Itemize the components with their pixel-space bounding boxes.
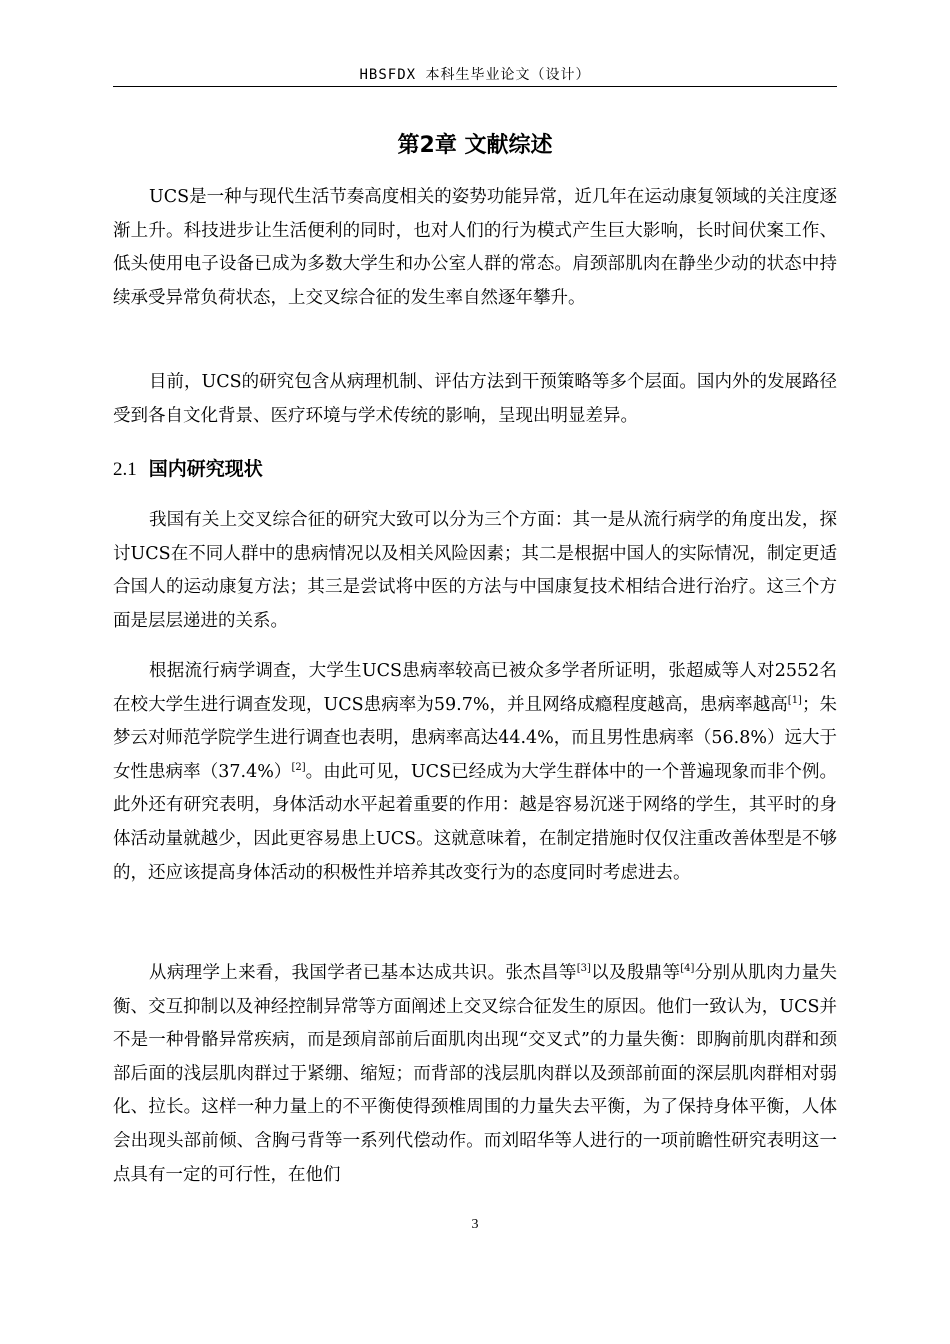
running-header: HBSFDX 本科生毕业论文（设计） — [359, 67, 591, 83]
section-title: 国内研究现状 — [148, 458, 263, 480]
header-rule — [113, 86, 837, 87]
citation-ref[interactable]: [1] — [787, 694, 802, 706]
chapter-title: 第2章 文献综述 — [397, 133, 553, 158]
section-number: 2.1 — [113, 459, 137, 480]
paragraph-text: 从病理学上来看，我国学者已基本达成共识。张杰昌等 — [149, 963, 577, 983]
intro-paragraph-1: UCS是一种与现代生活节奏高度相关的姿势功能异常，近几年在运动康复领域的关注度逐渐上升。科技进步让生活便利的同时，也对人们的行为模式产生巨大影响，长时间伏案工作、低头使用电子设备已成为多数大学生和办公室人群的常态。肩颈部肌肉在静坐少动的状态中持续承受异常负荷状态，上交叉综合征的发生率自然逐年攀升。 — [113, 187, 837, 308]
page-number: 3 — [471, 1217, 479, 1232]
paragraph-text: 。由此可见，UCS已经成为大学生群体中的一个普遍现象而非个例。此外还有研究表明，身体活动水平起着重要的作用：越是容易沉迷于网络的学生，其平时的身体活动量就越少，因此更容易患上UCS。这就意味着，在制定措施时仅仅注重改善体型是不够的，还应该提高身体活动的积极性并培养其改变行为的态度同时考虑进去。 — [113, 761, 838, 883]
paragraph-text: 以及殷鼎等 — [590, 963, 681, 983]
section-paragraph-2 — [113, 655, 837, 890]
citation-ref[interactable]: [4] — [680, 963, 695, 975]
paragraph-text: 根据流行病学调查，大学生UCS患病率较高已被众多学者所证明，张超威等人对2552名在校大学生进行调查发现，UCS患病率为59.7%，并且网络成瘾程度越高，患病率越高 — [113, 661, 837, 715]
section-paragraph-3 — [113, 957, 837, 1192]
intro-paragraph-2: 目前，UCS的研究包含从病理机制、评估方法到干预策略等多个层面。国内外的发展路径受到各自文化背景、医疗环境与学术传统的影响，呈现出明显差异。 — [113, 372, 837, 426]
section-paragraph-1: 我国有关上交叉综合征的研究大致可以分为三个方面：其一是从流行病学的角度出发，探讨UCS在不同人群中的患病情况以及相关风险因素；其二是根据中国人的实际情况，制定更适合国人的运动康复方法；其三是尝试将中医的方法与中国康复技术相结合进行治疗。这三个方面是层层递进的关系。 — [113, 510, 837, 631]
paragraph-text: 分别从肌肉力量失衡、交互抑制以及神经控制异常等方面阐述上交叉综合征发生的原因。他们一致认为，UCS并不是一种骨骼异常疾病，而是颈肩部前后面肌肉出现“交叉式”的力量失衡：即胸前肌肉群和颈部后面的浅层肌肉群过于紧绷、缩短；而背部的浅层肌肉群以及颈部前面的深层肌肉群相对弱化、拉长。这样一种力量上的不平衡使得颈椎周围的力量失去平衡，为了保持身体平衡，人体会出现头部前倾、含胸弓背等一系列代偿动作。而刘昭华等人进行的一项前瞻性研究表明这一点具有一定的可行性，在他们 — [113, 963, 838, 1185]
paragraph-text: ；朱梦云对师范学院学生进行调查也表明，患病率高达44.4%，而且男性患病率（56.8%）远大于女性患病率（37.4%） — [113, 694, 838, 782]
citation-ref[interactable]: [3] — [576, 963, 591, 975]
citation-ref[interactable]: [2] — [291, 761, 306, 773]
section-heading — [113, 454, 837, 481]
